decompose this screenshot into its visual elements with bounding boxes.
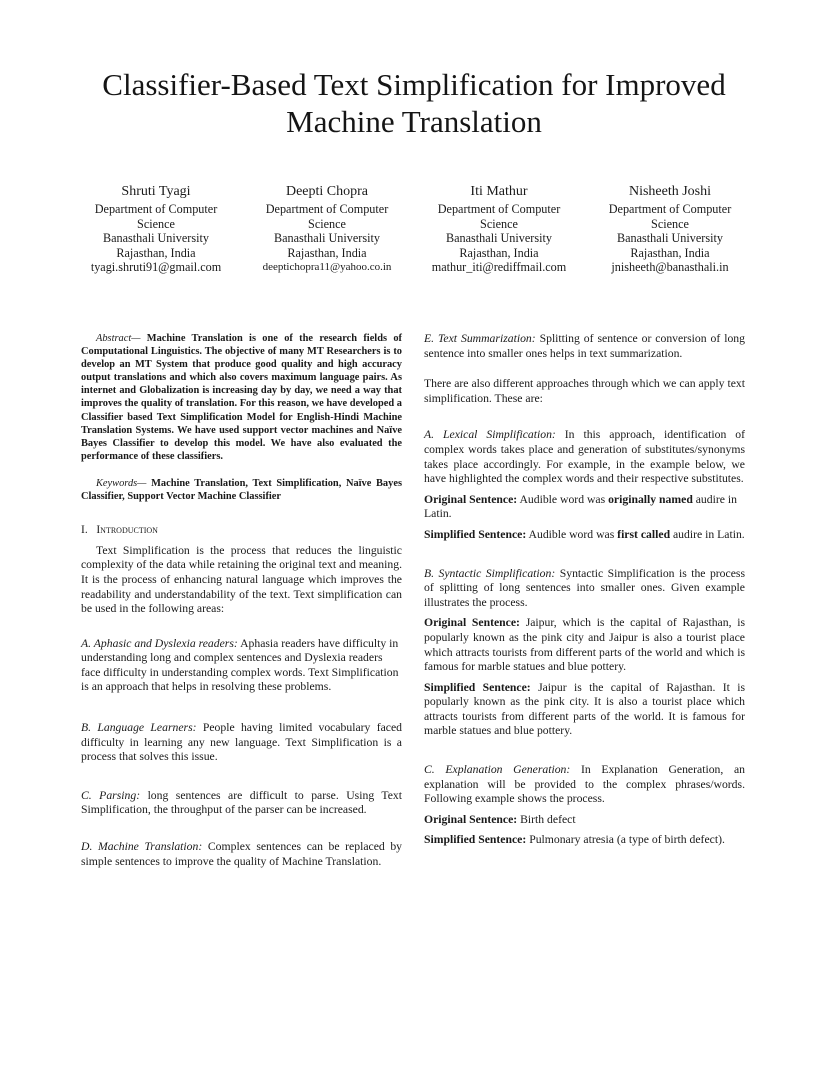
area-label: D. Machine Translation: [81,840,203,854]
author-email: jnisheeth@banasthali.in [611,260,729,275]
area-label: A. Aphasic and Dyslexia readers: [81,636,238,650]
right-column [424,332,745,848]
author-block [247,183,407,275]
example-label: Original Sentence: [424,812,518,826]
area-paragraph [81,637,402,695]
syntactic-label: B. Syntactic Simplification: [424,566,556,580]
syntactic-paragraph [424,567,745,611]
area-paragraph [81,840,402,869]
example-label: Original Sentence: [424,492,518,506]
intro-paragraph: Text Simplification is the process that reduces the linguistic complexity of the data while retaining the original text and meaning. It is the process of enhancing natural language which improves the readability and understandability of the text. Text simplification can be used in the following areas: [81,543,402,616]
section-heading [81,523,402,538]
keywords-label: Keywords— [96,477,147,489]
author-university: Banasthali University [274,231,380,246]
area-label: C. Parsing: [81,788,141,802]
example-simplified [424,833,745,848]
author-department: Department of Computer [265,202,389,216]
author-department: Science [308,216,346,231]
author-block [590,183,750,275]
approaches-paragraph: There are also different approaches through which we can apply text simplification. These are: [424,377,745,405]
explanation-paragraph [424,763,745,807]
abstract [81,332,402,463]
author-department: Science [137,216,175,231]
author-name: Deepti Chopra [285,184,369,199]
highlighted-word: first called [617,527,671,541]
example-simplified [424,528,745,543]
author-university: Banasthali University [103,231,209,246]
example-text: Audible word was [528,527,618,541]
explanation-label: C. Explanation Generation: [424,763,571,777]
author-department: Science [651,216,689,231]
left-column [81,332,402,869]
example-original [424,813,745,828]
lexical-paragraph [424,428,745,486]
author-location: Rajasthan, India [630,245,710,260]
example-label: Simplified Sentence: [424,833,527,847]
author-location: Rajasthan, India [459,245,539,260]
example-text: Pulmonary atresia (a type of birth defect). [529,833,725,847]
example-simplified [424,681,745,739]
example-text: Jaipur, which is the capital of Rajasthan, is popularly known as the pink city and Jaipur is also a tourist place which attracts tourists from different parts of the world and which is famous for marble statues and blue pottery. [424,616,746,674]
area-text: Splitting of sentence or conversion of long sentence into smaller ones helps in text summarization. [424,332,745,360]
area-paragraph [81,721,402,765]
example-text: Birth defect [520,812,576,826]
area-text: People having limited vocabulary faced difficulty in learning any new language. Text Simplification is a process that solves this issue. [81,721,403,764]
area-text: Aphasia readers have difficulty in understanding long and complex sentences and Dyslexia readers face difficulty in understanding complex words. Text Simplification is an approach that helps in resolving these problems. [81,636,399,694]
author-department: Science [480,216,518,231]
area-label: E. Text Summarization: [424,332,536,345]
area-paragraph [81,789,402,818]
paper-title: Classifier-Based Text Simplification for Improved Machine Translation [102,67,726,139]
author-block [419,183,579,275]
example-text: Audible word was [519,492,609,506]
example-label: Simplified Sentence: [424,527,527,541]
author-university: Banasthali University [446,231,552,246]
abstract-text: Machine Translation is one of the research fields of Computational Linguistics. The objective of many MT Researchers is to develop an MT System that produce good quality and high accuracy output translations and which also covers maximum language pairs. As internet and Globalization is increasing day by day, we need a way that improves the quality of translation. For this reason, we have developed a Classifier based Text Simplification Model for English-Hindi Machine Translation Systems. We have used support vector machines and Naïve Bayes Classifier to develop this model. We have also evaluated the performance of these classifiers. [81,333,402,462]
author-location: Rajasthan, India [116,245,196,260]
author-department: Department of Computer [94,202,218,216]
example-label: Simplified Sentence: [424,680,531,694]
example-original [424,616,745,674]
highlighted-word: originally named [608,492,693,506]
author-name: Nisheeth Joshi [628,184,712,199]
section-title: Introduction [96,524,158,537]
example-original [424,493,745,522]
author-email: tyagi.shruti91@gmail.com [90,260,222,275]
section-number: I. [81,524,88,537]
author-email: deeptichopra11@yahoo.co.in [262,261,392,274]
author-name: Shruti Tyagi [121,184,191,199]
explanation-text: In Explanation Generation, an explanation will be provided to the complex phrases/words. Following example shows the process. [424,763,745,806]
area-label: B. Language Learners: [81,721,197,735]
keywords-text: Machine Translation, Text Simplification, Naïve Bayes Classifier, Support Vector Machine Classifier [81,477,402,503]
lexical-text: In this approach, identification of complex words takes place and generation of substitutes/synonyms takes place accordingly. For example, in the example below, we have highlighted the complex words and their respective substitutes. [424,428,745,486]
author-department: Department of Computer [608,202,732,216]
syntactic-text: Syntactic Simplification is the process of splitting of long sentences into smaller ones. Given example illustrates the process. [424,566,745,609]
lexical-label: A. Lexical Simplification: [424,428,556,442]
author-email: mathur_iti@rediffmail.com [431,260,567,275]
area-paragraph [424,332,745,361]
area-text: Complex sentences can be replaced by simple sentences to improve the quality of Machine Translation. [81,840,403,868]
author-name: Iti Mathur [470,184,528,199]
keywords [81,477,402,503]
author-location: Rajasthan, India [287,245,367,260]
area-text: long sentences are difficult to parse. Using Text Simplification, the throughput of the parser can be increased. [81,788,403,817]
example-label: Original Sentence: [424,616,520,630]
author-university: Banasthali University [617,231,723,246]
author-department: Department of Computer [437,202,561,216]
author-block [76,183,236,275]
abstract-label: Abstract— [96,333,141,344]
example-text: audire in Latin. [424,492,737,521]
example-text: Jaipur is the capital of Rajasthan. It is popularly known as the pink city. It is also a tourist place which attracts tourists from different parts of the world. It is famous for marble statues and blue pottery. [424,680,746,738]
example-text: audire in Latin. [670,527,745,541]
